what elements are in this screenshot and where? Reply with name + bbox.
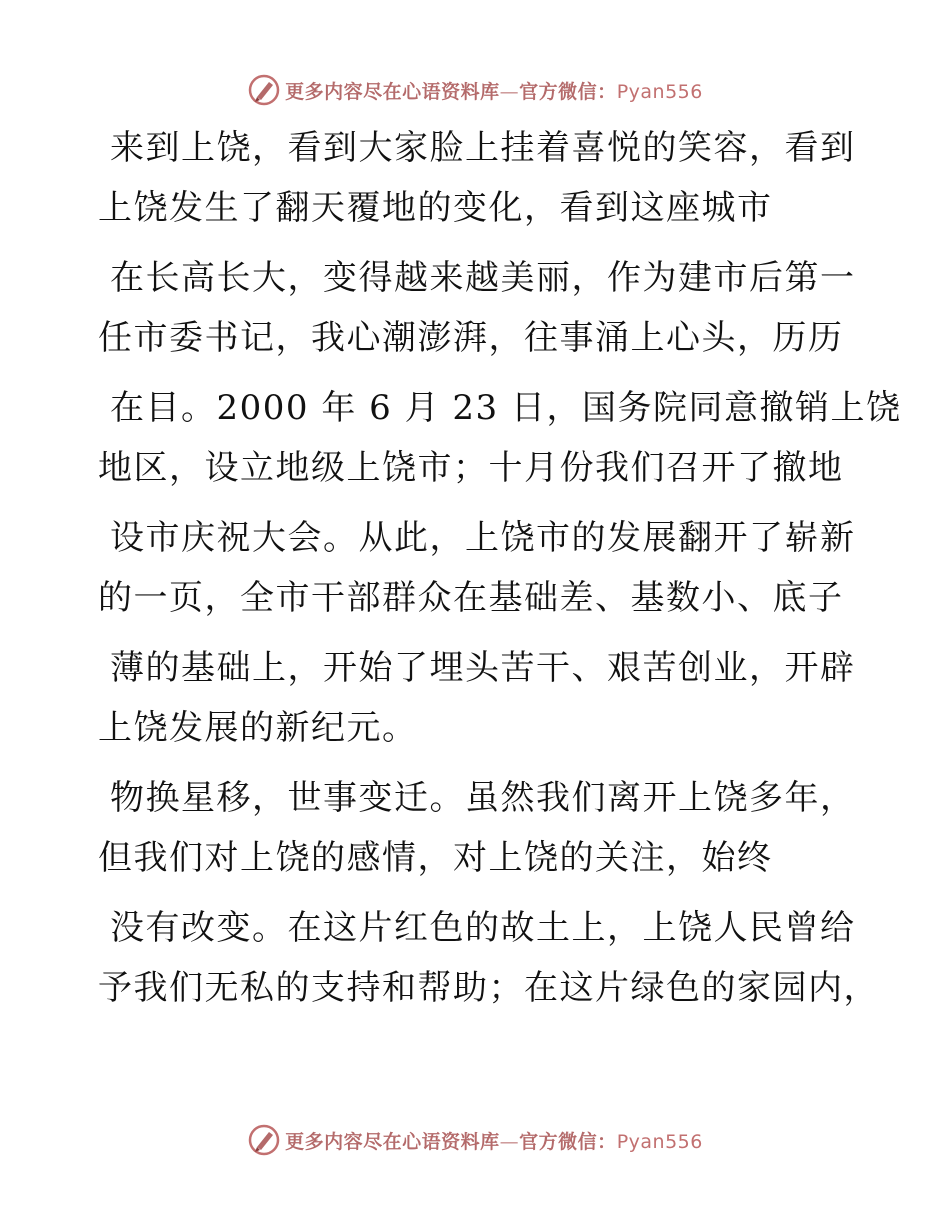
text-group-4 [98, 508, 856, 628]
text-line: 予我们无私的支持和帮助；在这片绿色的家园内， [98, 968, 879, 1008]
banner-brand: 更多内容尽在心语资料库 [285, 1130, 500, 1153]
text-line: 的一页，全市干部群众在基础差、基数小、底子 [98, 578, 844, 618]
banner-text [285, 1127, 703, 1154]
footer-banner [0, 1120, 950, 1160]
text-line: 来到上饶，看到大家脸上挂着喜悦的笑容，看到 [110, 128, 856, 168]
text-line: 没有改变。在这片红色的故土上，上饶人民曾给 [110, 908, 856, 948]
pen-circle-logo-icon [247, 73, 281, 107]
text-group-1 [98, 118, 856, 238]
text-group-7 [98, 898, 879, 1018]
banner-wechat-label: 官方微信： [519, 80, 617, 103]
text-line: 在目。2000 年 6 月 23 日，国务院同意撤销上饶 [110, 388, 902, 428]
text-group-3 [98, 378, 902, 498]
text-line: 上饶发展的新纪元。 [98, 708, 418, 748]
document-body [98, 118, 902, 1028]
text-line: 上饶发生了翻天覆地的变化，看到这座城市 [98, 188, 773, 228]
text-line: 设市庆祝大会。从此，上饶市的发展翻开了崭新 [110, 518, 856, 558]
text-group-6 [98, 768, 856, 888]
text-line: 薄的基础上，开始了埋头苦干、艰苦创业，开辟 [110, 648, 856, 688]
banner-wechat-id: Pyan556 [616, 1130, 703, 1153]
text-line: 地区，设立地级上饶市；十月份我们召开了撤地 [98, 448, 844, 488]
text-line: 物换星移，世事变迁。虽然我们离开上饶多年， [110, 778, 856, 818]
banner-separator: — [499, 80, 520, 103]
text-group-2 [98, 248, 856, 368]
header-banner [0, 70, 950, 110]
text-group-5 [98, 638, 856, 758]
banner-separator: — [499, 1130, 520, 1153]
banner-text [285, 77, 703, 104]
text-line: 在长高长大，变得越来越美丽，作为建市后第一 [110, 258, 856, 298]
pen-circle-logo-icon [247, 1123, 281, 1157]
banner-wechat-label: 官方微信： [519, 1130, 617, 1153]
text-line: 但我们对上饶的感情，对上饶的关注，始终 [98, 838, 773, 878]
banner-wechat-id: Pyan556 [616, 80, 703, 103]
banner-brand: 更多内容尽在心语资料库 [285, 80, 500, 103]
text-line: 任市委书记，我心潮澎湃，往事涌上心头，历历 [98, 318, 844, 358]
